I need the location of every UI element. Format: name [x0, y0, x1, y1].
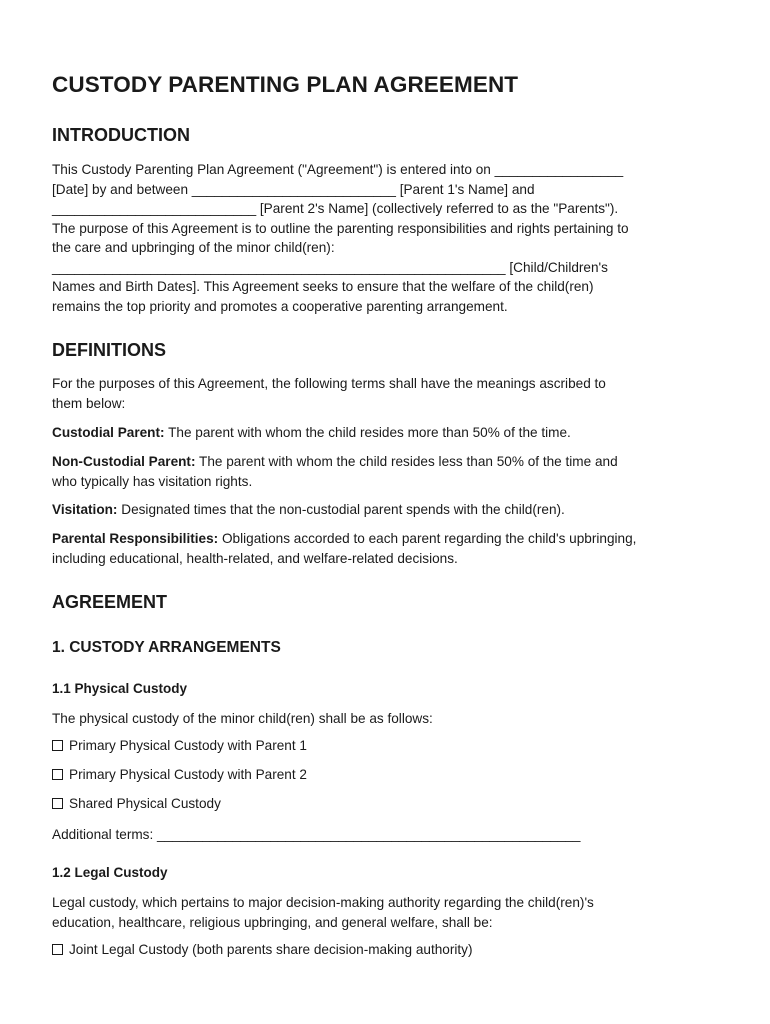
definitions-heading: DEFINITIONS: [52, 340, 167, 360]
definition-term: Custodial Parent:: [52, 425, 165, 440]
definition-custodial-parent: [52, 423, 732, 443]
intro-line: The purpose of this Agreement is to outline the parenting responsibilities and rights pertaining to: [52, 220, 629, 236]
checkbox-icon[interactable]: [52, 740, 63, 751]
option-label: Shared Physical Custody: [69, 796, 221, 811]
definition-term: Parental Responsibilities:: [52, 531, 219, 546]
intro-line: ____________________________________________________________ [Child/Children's: [52, 259, 608, 275]
definition-text: Designated times that the non-custodial parent spends with the child(ren).: [117, 502, 565, 517]
legal-intro-line: education, healthcare, religious upbringing, and general welfare, shall be:: [52, 914, 493, 930]
legal-custody-intro: [52, 893, 732, 932]
intro-line: [Date] by and between ___________________________ [Parent 1's Name] and: [52, 181, 535, 197]
introduction-heading: INTRODUCTION: [52, 125, 190, 145]
checkbox-icon[interactable]: [52, 769, 63, 780]
definitions-intro-line: For the purposes of this Agreement, the following terms shall have the meanings ascribed to: [52, 376, 606, 391]
introduction-paragraph: [52, 160, 732, 316]
definitions-intro-line: them below:: [52, 395, 126, 411]
definition-text: including educational, health-related, and welfare-related decisions.: [52, 550, 458, 566]
definition-text: The parent with whom the child resides more than 50% of the time.: [164, 425, 571, 440]
physical-option-shared[interactable]: [52, 796, 221, 811]
checkbox-icon[interactable]: [52, 798, 63, 809]
physical-option-parent1[interactable]: [52, 738, 307, 753]
legal-custody-heading: 1.2 Legal Custody: [52, 865, 168, 880]
physical-custody-intro: The physical custody of the minor child(ren) shall be as follows:: [52, 711, 433, 726]
physical-custody-heading: 1.1 Physical Custody: [52, 681, 188, 696]
definition-text: who typically has visitation rights.: [52, 473, 253, 489]
option-label: Primary Physical Custody with Parent 2: [69, 767, 307, 782]
definition-text: The parent with whom the child resides less than 50% of the time and: [195, 454, 618, 469]
definition-non-custodial-parent: [52, 452, 732, 491]
definitions-intro: [52, 374, 732, 413]
agreement-heading: AGREEMENT: [52, 592, 168, 612]
intro-line: the care and upbringing of the minor child(ren):: [52, 240, 335, 255]
legal-option-joint[interactable]: [52, 942, 473, 957]
definition-text: Obligations accorded to each parent regarding the child's upbringing,: [218, 531, 637, 546]
legal-intro-line: Legal custody, which pertains to major decision-making authority regarding the child(ren)'s: [52, 895, 594, 910]
definition-term: Visitation:: [52, 502, 118, 517]
option-label: Joint Legal Custody (both parents share decision-making authority): [69, 942, 473, 957]
physical-option-parent2[interactable]: [52, 767, 307, 782]
additional-terms-field[interactable]: Additional terms: ________________________________________________________: [52, 827, 581, 842]
document-title: CUSTODY PARENTING PLAN AGREEMENT: [52, 72, 519, 97]
option-label: Primary Physical Custody with Parent 1: [69, 738, 307, 753]
custody-arrangements-heading: 1. CUSTODY ARRANGEMENTS: [52, 639, 281, 656]
intro-line: ___________________________ [Parent 2's Name] (collectively referred to as the "Parents").: [52, 201, 619, 216]
definition-parental-responsibilities: [52, 529, 732, 568]
definition-visitation: [52, 500, 732, 520]
definition-term: Non-Custodial Parent:: [52, 454, 196, 469]
intro-line: Names and Birth Dates]. This Agreement seeks to ensure that the welfare of the child(ren): [52, 279, 594, 294]
intro-line: remains the top priority and promotes a cooperative parenting arrangement.: [52, 298, 508, 314]
checkbox-icon[interactable]: [52, 944, 63, 955]
intro-line: This Custody Parenting Plan Agreement ("Agreement") is entered into on _________________: [52, 162, 624, 177]
